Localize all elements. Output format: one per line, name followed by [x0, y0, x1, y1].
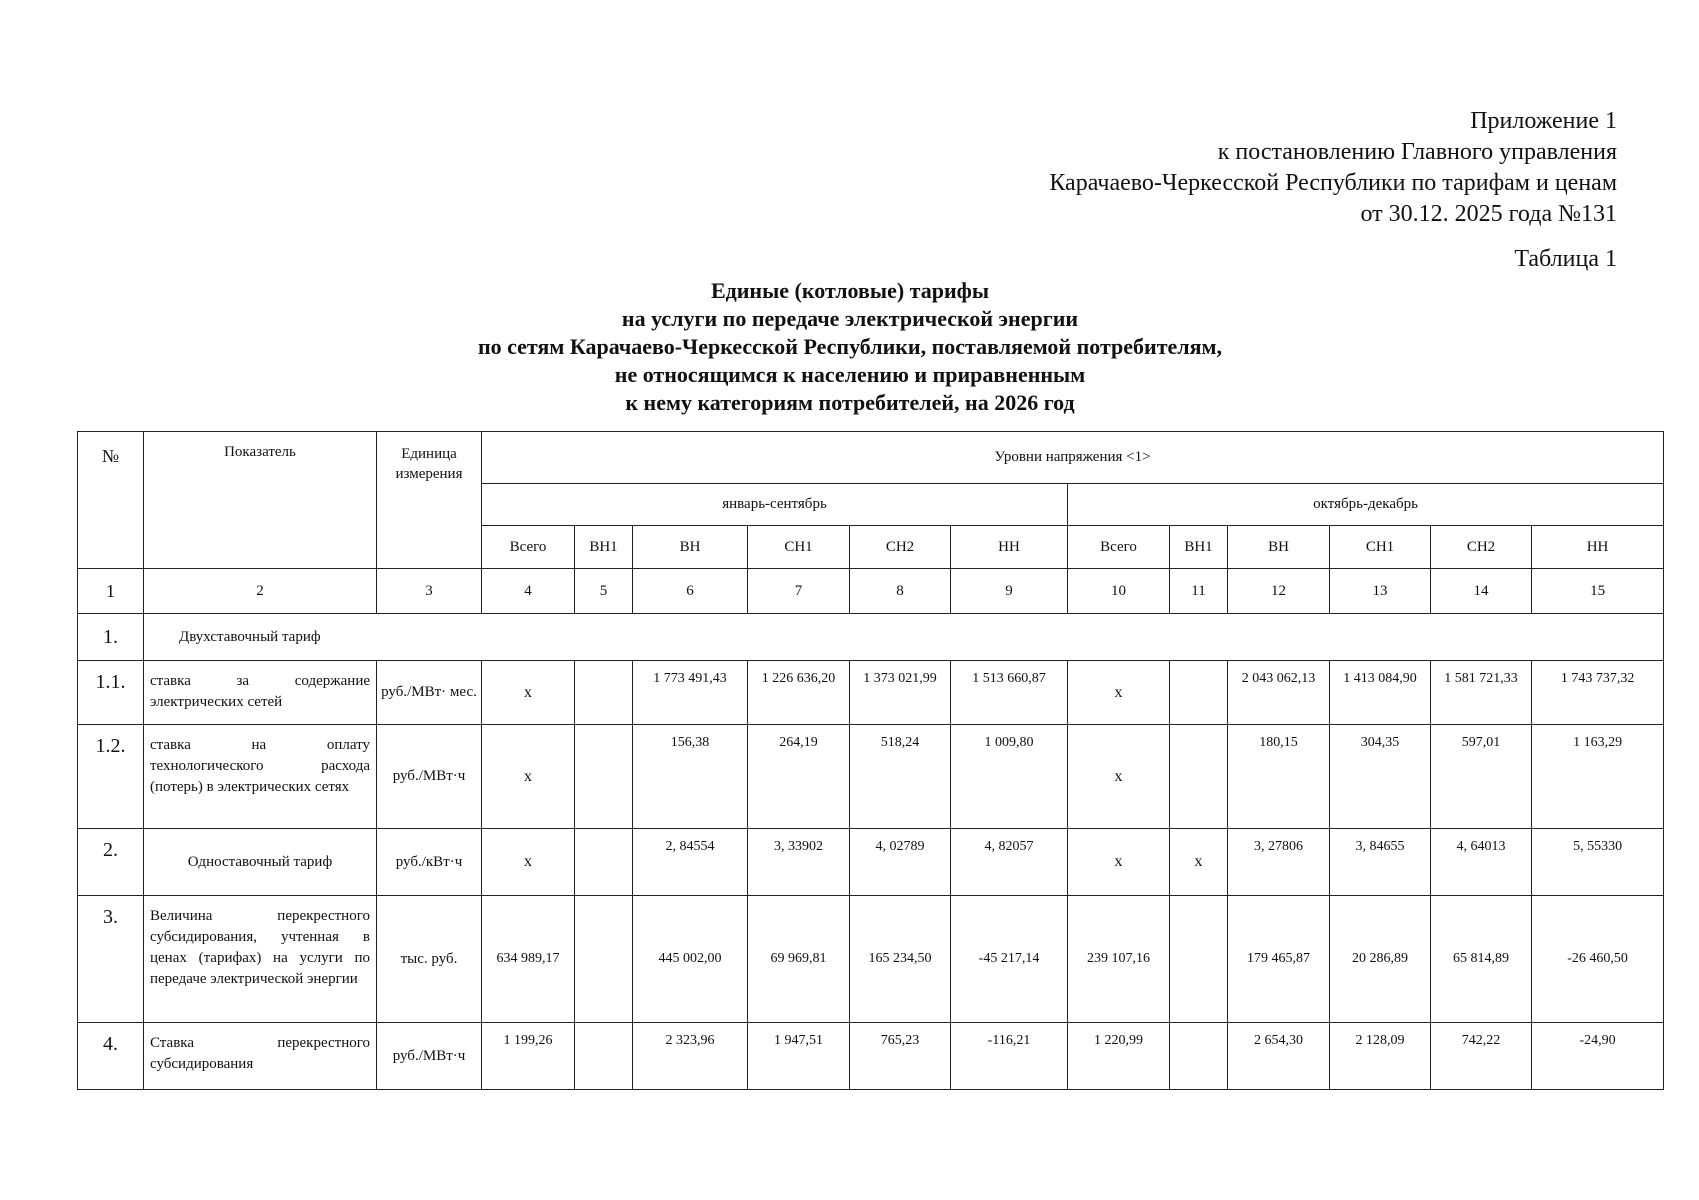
table-cell: 3, 84655 — [1330, 829, 1431, 896]
table-cell: х — [1068, 725, 1170, 829]
table-cell: 1 226 636,20 — [748, 661, 850, 725]
table-cell: 1 581 721,33 — [1431, 661, 1532, 725]
subcol-header: СН2 — [850, 526, 951, 569]
table-cell: 69 969,81 — [748, 896, 850, 1023]
table-cell: 20 286,89 — [1330, 896, 1431, 1023]
table-cell: х — [1170, 829, 1228, 896]
table-cell: 4, 02789 — [850, 829, 951, 896]
row-label: Ставка перекрестного субсидирования — [144, 1023, 377, 1090]
row-label: ставка за содержание электрических сетей — [144, 661, 377, 725]
row-number: 2. — [78, 829, 144, 896]
table-row — [78, 1023, 1664, 1090]
table-cell: 2 128,09 — [1330, 1023, 1431, 1090]
table-cell: -24,90 — [1532, 1023, 1664, 1090]
table-cell: 1 947,51 — [748, 1023, 850, 1090]
table-cell: 1 413 084,90 — [1330, 661, 1431, 725]
subcol-header: НН — [951, 526, 1068, 569]
column-number: 6 — [633, 569, 748, 614]
col-header-voltage-levels: Уровни напряжения <1> — [482, 432, 1664, 484]
table-row — [78, 725, 1664, 829]
row-label: Одноставочный тариф — [144, 829, 377, 896]
table-cell: 1 513 660,87 — [951, 661, 1068, 725]
table-cell: 239 107,16 — [1068, 896, 1170, 1023]
table-cell: 597,01 — [1431, 725, 1532, 829]
period-jan-sep: январь-сентябрь — [482, 484, 1068, 526]
table-cell: 2, 84554 — [633, 829, 748, 896]
subcol-header: ВН — [1228, 526, 1330, 569]
table-cell: 5, 55330 — [1532, 829, 1664, 896]
table-label: Таблица 1 — [1514, 246, 1617, 272]
row-unit: руб./МВт·ч — [377, 725, 482, 829]
table-cell: 264,19 — [748, 725, 850, 829]
column-number: 1 — [78, 569, 144, 614]
tariffs-table — [77, 431, 1664, 1090]
table-cell: х — [1068, 661, 1170, 725]
appendix-line-1: Приложение 1 — [1470, 108, 1617, 134]
title-line-5: к нему категориям потребителей, на 2026 год — [625, 390, 1075, 415]
table-cell: 2 323,96 — [633, 1023, 748, 1090]
row-unit: руб./МВт·ч — [377, 1023, 482, 1090]
row-number: 1.2. — [78, 725, 144, 829]
table-row — [78, 896, 1664, 1023]
table-cell: 4, 82057 — [951, 829, 1068, 896]
row-number: 3. — [78, 896, 144, 1023]
table-cell: 1 773 491,43 — [633, 661, 748, 725]
document-title — [400, 277, 1300, 417]
table-cell: 3, 33902 — [748, 829, 850, 896]
column-number: 13 — [1330, 569, 1431, 614]
table-cell: 518,24 — [850, 725, 951, 829]
table-row — [78, 661, 1664, 725]
table-cell — [575, 1023, 633, 1090]
table-cell — [575, 725, 633, 829]
table-cell: 65 814,89 — [1431, 896, 1532, 1023]
table-cell: 2 043 062,13 — [1228, 661, 1330, 725]
subcol-header: СН2 — [1431, 526, 1532, 569]
subcol-header: ВН1 — [1170, 526, 1228, 569]
table-cell: 765,23 — [850, 1023, 951, 1090]
row-number: 1. — [78, 614, 144, 661]
column-number: 15 — [1532, 569, 1664, 614]
table-cell: 4, 64013 — [1431, 829, 1532, 896]
table-cell: 1 743 737,32 — [1532, 661, 1664, 725]
table-cell — [1170, 661, 1228, 725]
subcol-header: СН1 — [1330, 526, 1431, 569]
table-cell: х — [482, 661, 575, 725]
table-cell: 2 654,30 — [1228, 1023, 1330, 1090]
table-cell: 304,35 — [1330, 725, 1431, 829]
table-cell — [1170, 725, 1228, 829]
table-cell — [575, 829, 633, 896]
column-number: 7 — [748, 569, 850, 614]
table-cell: 1 373 021,99 — [850, 661, 951, 725]
col-header-indicator: Показатель — [144, 432, 377, 569]
title-line-3: по сетям Карачаево-Черкесской Республики, поставляемой потребителям, — [477, 334, 1223, 359]
table-cell — [1170, 1023, 1228, 1090]
table-cell: 180,15 — [1228, 725, 1330, 829]
row-unit: тыс. руб. — [377, 896, 482, 1023]
column-number: 4 — [482, 569, 575, 614]
table-cell — [575, 661, 633, 725]
table-row — [78, 614, 1664, 661]
col-header-no: № — [78, 432, 144, 569]
title-line-4: не относящимся к населению и приравненным — [614, 362, 1086, 387]
table-cell: 165 234,50 — [850, 896, 951, 1023]
period-oct-dec: октябрь-декабрь — [1068, 484, 1664, 526]
column-number: 10 — [1068, 569, 1170, 614]
subcol-header: Всего — [1068, 526, 1170, 569]
table-cell: х — [482, 829, 575, 896]
row-label: ставка на оплату технологического расхода (потерь) в электрических сетях — [144, 725, 377, 829]
appendix-line-4: от 30.12. 2025 года №131 — [1360, 201, 1617, 227]
appendix-line-3: Карачаево-Черкесской Республики по тарифам и ценам — [1049, 170, 1617, 196]
table-cell: х — [482, 725, 575, 829]
table-cell — [1170, 896, 1228, 1023]
row-label: Величина перекрестного субсидирования, учтенная в ценах (тарифах) на услуги по передаче электрической энергии — [144, 896, 377, 1023]
column-number: 14 — [1431, 569, 1532, 614]
column-number: 8 — [850, 569, 951, 614]
table-cell: -116,21 — [951, 1023, 1068, 1090]
appendix-header — [1049, 106, 1617, 230]
table-cell: -26 460,50 — [1532, 896, 1664, 1023]
subcol-header: НН — [1532, 526, 1664, 569]
column-number: 3 — [377, 569, 482, 614]
subcol-header: ВН — [633, 526, 748, 569]
table-cell: 179 465,87 — [1228, 896, 1330, 1023]
subcol-header: Всего — [482, 526, 575, 569]
row-number: 4. — [78, 1023, 144, 1090]
column-number: 5 — [575, 569, 633, 614]
table-cell: 634 989,17 — [482, 896, 575, 1023]
table-cell: 1 009,80 — [951, 725, 1068, 829]
title-line-2: на услуги по передаче электрической энергии — [621, 306, 1079, 331]
table-row — [78, 829, 1664, 896]
table-cell: -45 217,14 — [951, 896, 1068, 1023]
table-cell: 3, 27806 — [1228, 829, 1330, 896]
table-cell: 742,22 — [1431, 1023, 1532, 1090]
column-number: 2 — [144, 569, 377, 614]
column-number-row — [78, 569, 1664, 614]
section-label: Двухставочный тариф — [144, 614, 1664, 661]
row-unit: руб./кВт·ч — [377, 829, 482, 896]
column-number: 11 — [1170, 569, 1228, 614]
table-cell: 156,38 — [633, 725, 748, 829]
table-cell — [575, 896, 633, 1023]
subcol-header: ВН1 — [575, 526, 633, 569]
appendix-line-2: к постановлению Главного управления — [1217, 139, 1617, 165]
title-line-1: Единые (котловые) тарифы — [710, 278, 990, 303]
row-unit: руб./МВт· мес. — [377, 661, 482, 725]
table-cell: 1 163,29 — [1532, 725, 1664, 829]
row-number: 1.1. — [78, 661, 144, 725]
subcol-header: СН1 — [748, 526, 850, 569]
col-header-unit: Единица измерения — [377, 432, 482, 569]
table-cell: 1 199,26 — [482, 1023, 575, 1090]
column-number: 9 — [951, 569, 1068, 614]
table-cell: 445 002,00 — [633, 896, 748, 1023]
table-cell: х — [1068, 829, 1170, 896]
column-number: 12 — [1228, 569, 1330, 614]
table-cell: 1 220,99 — [1068, 1023, 1170, 1090]
